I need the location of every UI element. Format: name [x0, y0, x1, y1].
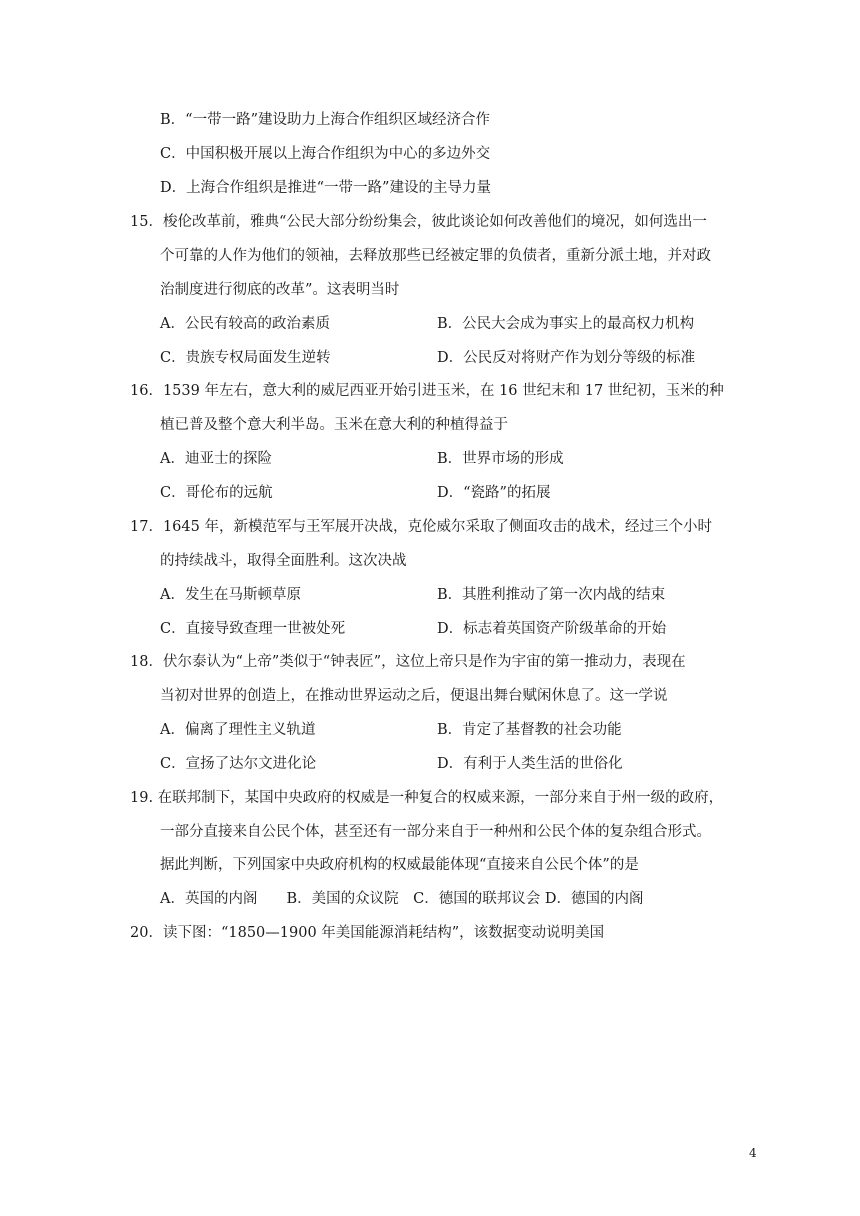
q17-option-a: A．发生在马斯顿草原	[160, 587, 301, 603]
q18-stem-line2: 当初对世界的创造上，在推动世界运动之后，便退出舞台赋闲休息了。这一学说	[160, 688, 668, 704]
q15-option-d: D．公民反对将财产作为划分等级的标准	[437, 350, 696, 366]
q17-option-c: C．直接导致查理一世被处死	[160, 621, 346, 637]
q17-option-d: D．标志着英国资产阶级革命的开始	[437, 621, 667, 637]
q14-option-d: D．上海合作组织是推进“一带一路”建设的主导力量	[160, 180, 491, 196]
page-number: 4	[749, 1146, 757, 1160]
q18-option-d: D．有利于人类生活的世俗化	[437, 756, 623, 772]
q15-stem-line3: 治制度进行彻底的改革”。这表明当时	[160, 282, 400, 298]
q16-option-d: D．“瓷路”的拓展	[437, 485, 551, 501]
q15-option-b: B．公民大会成为事实上的最高权力机构	[437, 316, 695, 332]
q16-stem-line1: 16．1539 年左右，意大利的威尼西亚开始引进玉米，在 16 世纪末和 17 世纪初，玉米的种	[130, 383, 724, 399]
q16-option-a: A．迪亚士的探险	[160, 451, 272, 467]
q19-stem-line1: 19. 在联邦制下，某国中央政府的权威是一种复合的权威来源，一部分来自于州一级的政府，	[130, 790, 724, 806]
q15-option-c: C．贵族专权局面发生逆转	[160, 350, 331, 366]
q16-stem-line2: 植已普及整个意大利半岛。玉米在意大利的种植得益于	[160, 417, 508, 433]
q19-options: A．英国的内阁 B．美国的众议院 C．德国的联邦议会 D．德国的内阁	[160, 891, 644, 907]
q16-option-b: B．世界市场的形成	[437, 451, 564, 467]
q15-stem-line1: 15．梭伦改革前，雅典“公民大部分纷纷集会，彼此谈论如何改善他们的境况，如何选出一	[130, 214, 707, 230]
q18-option-a: A．偏离了理性主义轨道	[160, 722, 316, 738]
q18-stem-line1: 18．伏尔泰认为“上帝”类似于“钟表匠”，这位上帝只是作为宇宙的第一推动力，表现在	[130, 654, 686, 670]
q20-stem-line1: 20．读下图：“1850—1900 年美国能源消耗结构”，该数据变动说明美国	[130, 925, 605, 941]
q16-option-c: C．哥伦布的远航	[160, 485, 273, 501]
q17-stem-line2: 的持续战斗，取得全面胜利。这次决战	[160, 553, 407, 569]
q17-option-b: B．其胜利推动了第一次内战的结束	[437, 587, 666, 603]
q14-option-b: B．“一带一路”建设助力上海合作组织区域经济合作	[160, 112, 490, 128]
q19-stem-line3: 据此判断，下列国家中央政府机构的权威最能体现“直接来自公民个体”的是	[160, 857, 639, 873]
q17-stem-line1: 17．1645 年，新模范军与王军展开决战，克伦威尔采取了侧面攻击的战术，经过三个小时	[130, 519, 712, 535]
q18-option-c: C．宣扬了达尔文进化论	[160, 756, 317, 772]
q18-option-b: B．肯定了基督教的社会功能	[437, 722, 622, 738]
q15-stem-line2: 个可靠的人作为他们的领袖，去释放那些已经被定罪的负债者，重新分派土地，并对政	[160, 248, 711, 264]
q15-option-a: A．公民有较高的政治素质	[160, 316, 330, 332]
q19-stem-line2: 一部分直接来自公民个体，甚至还有一部分来自于一种州和公民个体的复杂组合形式。	[160, 824, 711, 840]
q14-option-c: C．中国积极开展以上海合作组织为中心的多边外交	[160, 146, 491, 162]
